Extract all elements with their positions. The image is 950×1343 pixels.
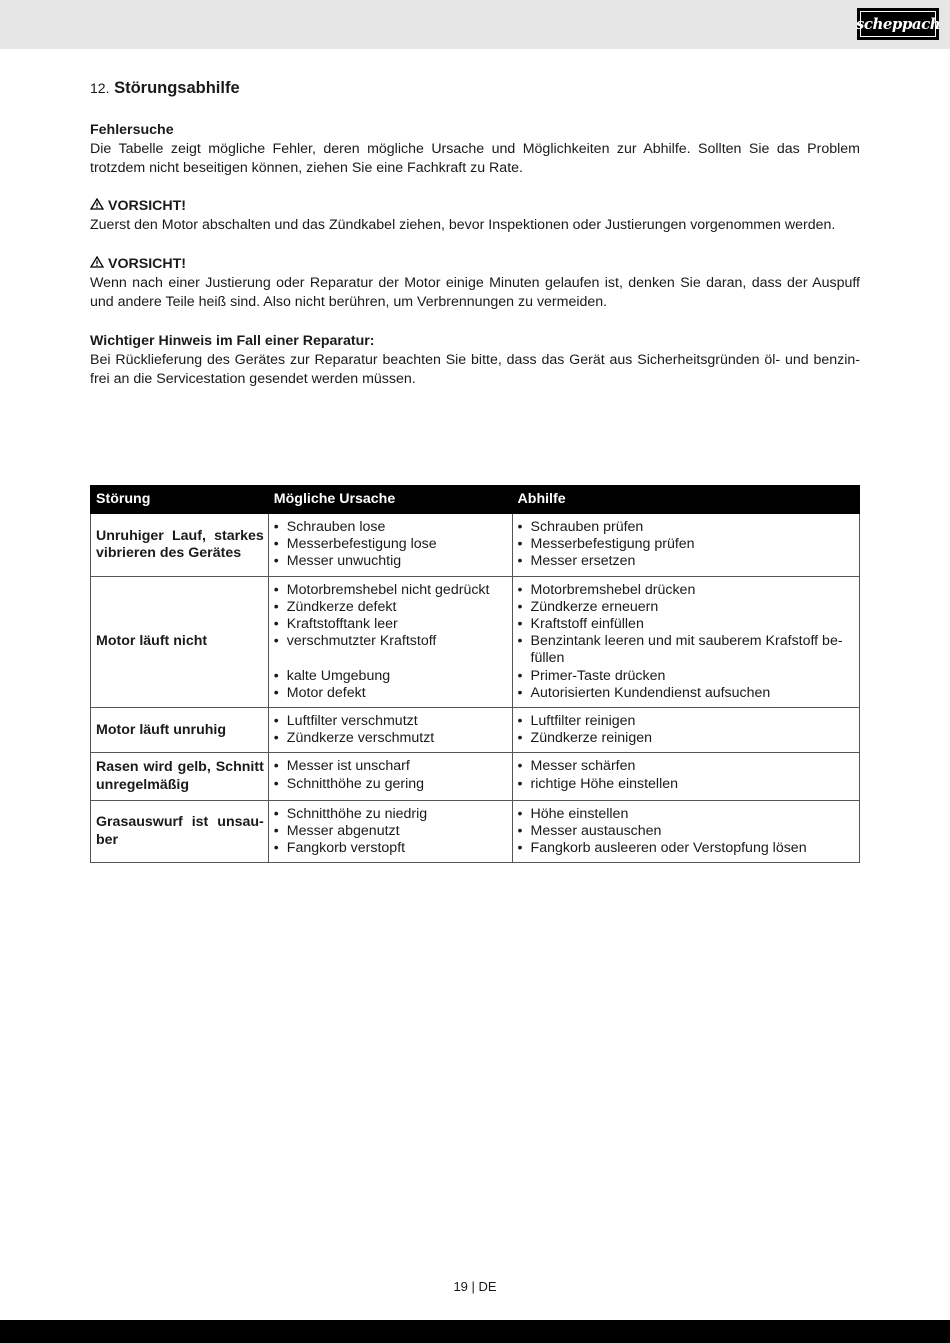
cause-item: • Luftfilter verschmutzt (273, 713, 508, 730)
footer-bar (0, 1320, 950, 1343)
remedy-item: • Luftfilter reinigen (517, 713, 855, 730)
cause-list (273, 519, 508, 571)
cause-item: • Zündkerze verschmutzt (273, 730, 508, 747)
cause-item: • Zündkerze defekt (273, 599, 508, 616)
repair-note-block (90, 332, 860, 389)
fault-cell: Grasauswurf ist unsau-ber (91, 800, 269, 863)
remedy-cell (512, 708, 859, 753)
warning-heading (90, 255, 860, 274)
cause-list (273, 713, 508, 747)
warning-label: VORSICHT! (108, 198, 187, 214)
brand-logo-text: scheppach (860, 11, 936, 37)
remedy-item: • Fangkorb ausleeren oder Verstopfung lösen (517, 840, 855, 857)
remedy-list (517, 713, 855, 747)
cause-item: • kalte Umgebung (273, 668, 508, 685)
remedy-item: • Messer austauschen (517, 823, 855, 840)
section-title: Störungsabhilfe (114, 79, 240, 97)
table-row (91, 800, 860, 863)
intro-block (90, 121, 860, 178)
remedy-item: • Zündkerze erneuern (517, 599, 855, 616)
cause-item: • Schnitthöhe zu gering (273, 776, 508, 793)
remedy-item: • Messer ersetzen (517, 553, 855, 570)
remedy-item: • Höhe einstellen (517, 806, 855, 823)
warning-text: Wenn nach einer Justierung oder Reparatur der Motor einige Minuten gelaufen ist, denken Sie daran, dass der Auspuff und andere Teile heiß sind. Also nicht berühren, um Verbrennungen zu vermeiden. (90, 275, 860, 310)
remedy-list (517, 582, 855, 702)
cause-item: • verschmutzter Kraftstoff (273, 633, 508, 650)
remedy-item: • richtige Höhe einstellen (517, 776, 855, 793)
cause-item: • Schrauben lose (273, 519, 508, 536)
fault-cell: Rasen wird gelb, Schnitt unregelmäßig (91, 753, 269, 800)
remedy-cell (512, 753, 859, 800)
remedy-list (517, 519, 855, 571)
page-number: 19 | DE (453, 1279, 497, 1294)
table-row (91, 753, 860, 800)
remedy-item: • Benzintank leeren und mit sauberem Krafstoff be-füllen (517, 633, 855, 667)
cause-item: • Motorbremshebel nicht gedrückt (273, 582, 508, 599)
remedy-cell (512, 800, 859, 863)
remedy-list (517, 806, 855, 858)
warning-label: VORSICHT! (108, 256, 187, 272)
cause-item: • Messer unwuchtig (273, 553, 508, 570)
remedy-item: • Schrauben prüfen (517, 519, 855, 536)
repair-note-text: Bei Rücklieferung des Gerätes zur Reparatur beachten Sie bitte, dass das Gerät aus Sicherheitsgründen öl- und benzin-frei an die Servicestation gesendet werden müssen. (90, 352, 860, 387)
table-row (91, 514, 860, 577)
header-bar (0, 0, 950, 49)
cause-cell (268, 800, 512, 863)
column-header-remedy: Abhilfe (512, 486, 859, 514)
cause-item: • Schnitthöhe zu niedrig (273, 806, 508, 823)
table-header-row (91, 486, 860, 514)
fault-cell: Motor läuft unruhig (91, 708, 269, 753)
cause-item: • Fangkorb verstopft (273, 840, 508, 857)
remedy-cell (512, 514, 859, 577)
cause-list (273, 758, 508, 792)
warning-block-1 (90, 197, 860, 235)
warning-text: Zuerst den Motor abschalten und das Zündkabel ziehen, bevor Inspektionen oder Justierungen vorgenommen werden. (90, 217, 836, 233)
cause-item: • Messer abgenutzt (273, 823, 508, 840)
column-header-fault: Störung (91, 486, 269, 514)
warning-icon (90, 198, 104, 210)
cause-list (273, 806, 508, 858)
cause-cell (268, 576, 512, 707)
table-row (91, 708, 860, 753)
remedy-item: • Kraftstoff einfüllen (517, 616, 855, 633)
fault-cell: Motor läuft nicht (91, 576, 269, 707)
cause-item: • Motor defekt (273, 685, 508, 702)
cause-item: • Messerbefestigung lose (273, 536, 508, 553)
cause-cell (268, 708, 512, 753)
cause-cell (268, 514, 512, 577)
remedy-cell (512, 576, 859, 707)
remedy-list (517, 758, 855, 792)
intro-heading: Fehlersuche (90, 122, 174, 138)
cause-item (273, 650, 508, 667)
warning-icon (90, 256, 104, 268)
section-heading (90, 79, 240, 98)
remedy-item: • Autorisierten Kundendienst aufsuchen (517, 685, 855, 702)
troubleshooting-table (90, 485, 860, 863)
cause-item: • Kraftstofftank leer (273, 616, 508, 633)
cause-list (273, 582, 508, 702)
section-number: 12. (90, 80, 110, 96)
remedy-item: • Messerbefestigung prüfen (517, 536, 855, 553)
intro-text: Die Tabelle zeigt mögliche Fehler, deren mögliche Ursache und Möglichkeiten zur Abhilfe. Sollten Sie das Problem trotzdem nicht beseitigen können, ziehen Sie eine Fachkraft zu Rate. (90, 141, 860, 176)
cause-cell (268, 753, 512, 800)
remedy-item: • Primer-Taste drücken (517, 668, 855, 685)
remedy-item: • Motorbremshebel drücken (517, 582, 855, 599)
cause-item: • Messer ist unscharf (273, 758, 508, 775)
table-row (91, 576, 860, 707)
warning-heading (90, 197, 860, 216)
fault-cell: Unruhiger Lauf, starkes vibrieren des Gerätes (91, 514, 269, 577)
remedy-item: • Zündkerze reinigen (517, 730, 855, 747)
repair-note-heading: Wichtiger Hinweis im Fall einer Reparatur: (90, 333, 375, 349)
remedy-item: • Messer schärfen (517, 758, 855, 775)
brand-logo (857, 8, 939, 40)
warning-block-2 (90, 255, 860, 312)
column-header-cause: Mögliche Ursache (268, 486, 512, 514)
